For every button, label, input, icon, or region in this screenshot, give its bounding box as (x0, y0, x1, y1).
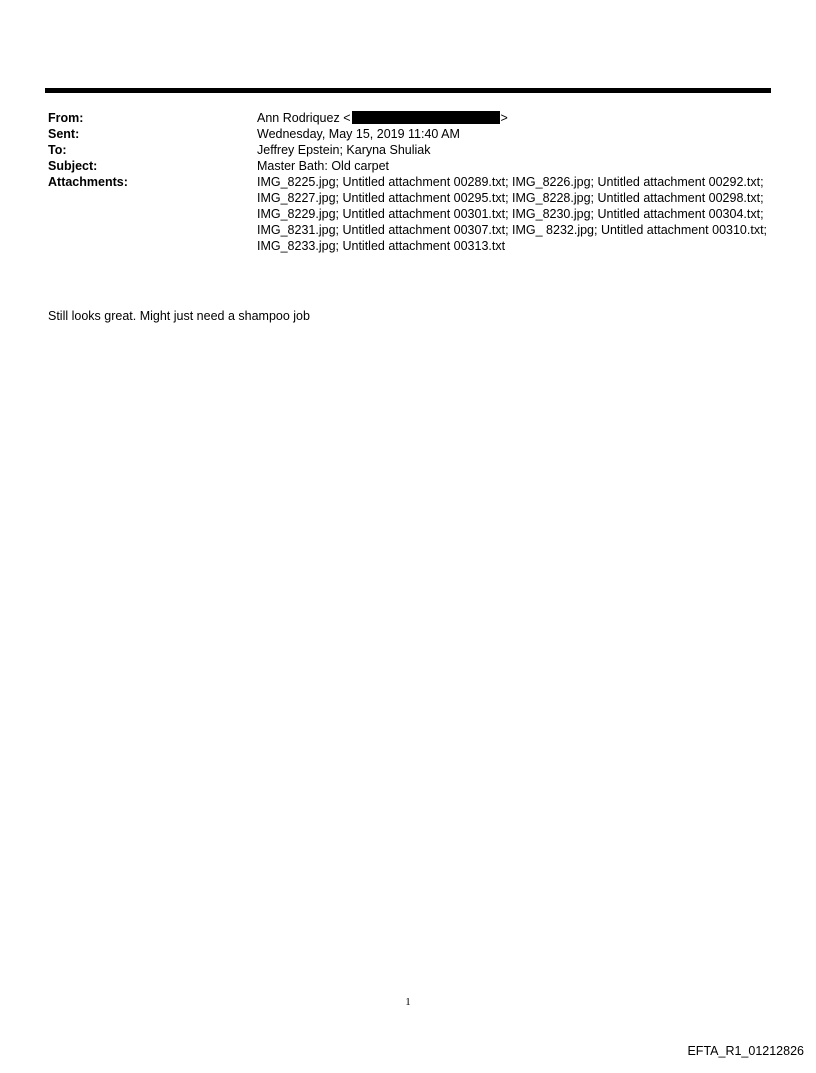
redaction-bar (352, 111, 500, 124)
from-row (48, 110, 772, 126)
from-label: From: (48, 111, 84, 125)
from-value (257, 110, 772, 126)
sent-label: Sent: (48, 127, 80, 141)
to-label: To: (48, 143, 67, 157)
subject-value: Master Bath: Old carpet (257, 159, 390, 173)
subject-row (48, 158, 772, 174)
page-number: 1 (405, 996, 411, 1008)
email-open-bracket: < (343, 111, 351, 125)
sent-value: Wednesday, May 15, 2019 11:40 AM (257, 127, 460, 141)
attachments-row (48, 174, 772, 254)
sent-row (48, 126, 772, 142)
subject-label: Subject: (48, 159, 98, 173)
message-body: Still looks great. Might just need a shampoo job (48, 309, 310, 323)
header-divider (45, 88, 771, 93)
email-header (48, 110, 772, 254)
email-close-bracket: > (500, 111, 508, 125)
attachments-value: IMG_8225.jpg; Untitled attachment 00289.txt; IMG_8226.jpg; Untitled attachment 00292.txt; IMG_8227.jpg; Untitled attachment 00295.txt; IMG_8228.jpg; Untitled attachment 00298.txt; IMG_8229.jpg; Untitled attachment 00301.txt; IMG_8230.jpg; Untitled attachment 00304.txt; IMG_8231.jpg; Untitled attachment 00307.txt; IMG_ 8232.jpg; Untitled attachment 00310.txt; IMG_8233.jpg; Untitled attachment 00313.txt (257, 175, 768, 253)
sender-name: Ann Rodriquez (257, 111, 340, 125)
to-row (48, 142, 772, 158)
attachments-label: Attachments: (48, 175, 128, 189)
to-value: Jeffrey Epstein; Karyna Shuliak (257, 143, 431, 157)
document-id: EFTA_R1_01212826 (687, 1044, 804, 1058)
